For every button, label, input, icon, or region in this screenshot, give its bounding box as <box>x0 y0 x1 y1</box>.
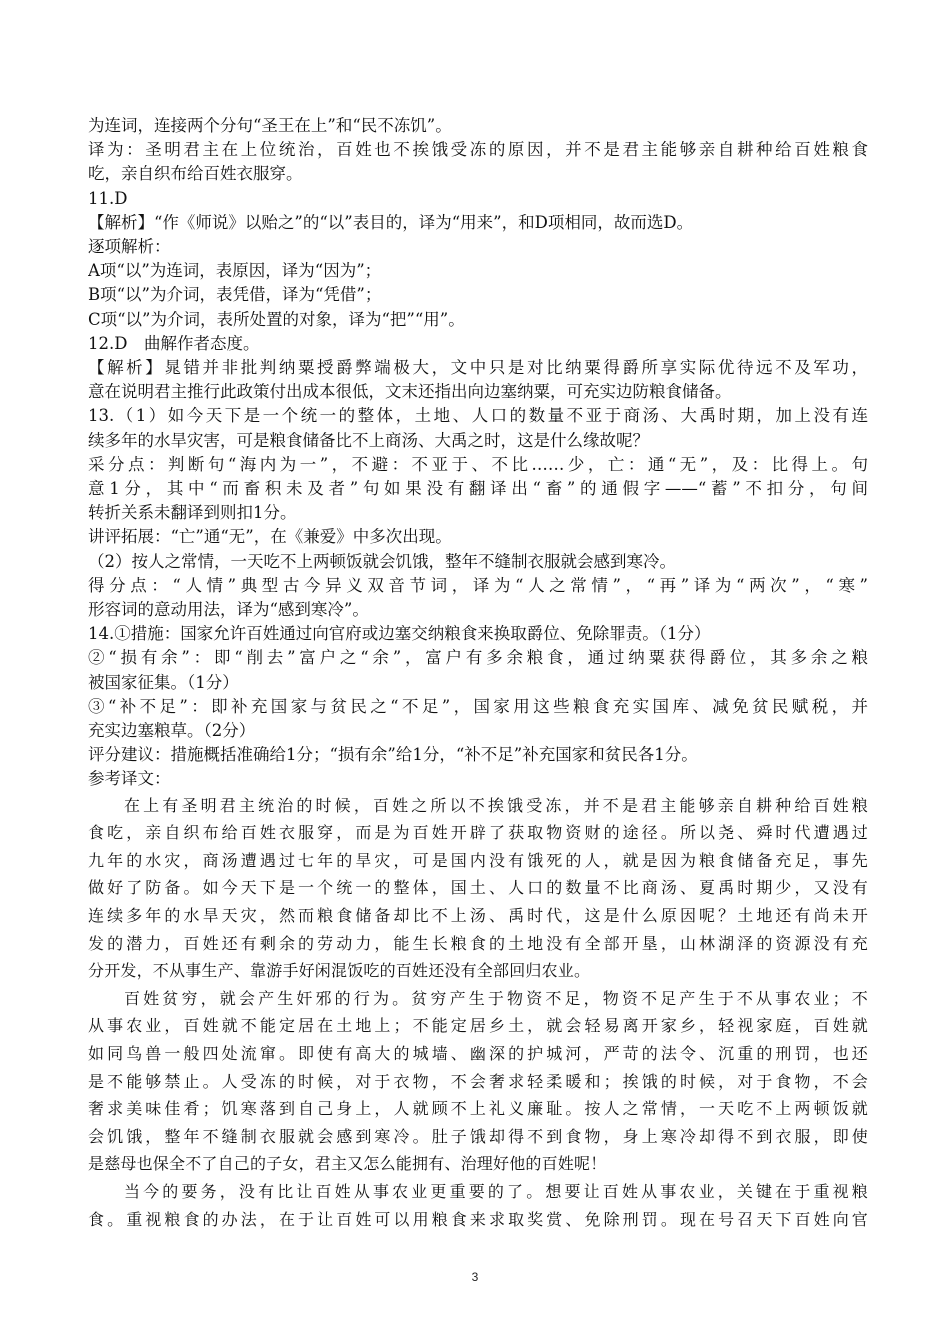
answer-text-line: ③“补不足”：即补充国家与贫民之“不足”，国家用这些粮食充实国库、减免贫民赋税，并 <box>88 696 868 716</box>
answer-text-line: 得分点：“人情”典型古今异义双音节词，译为“人之常情”，“再”译为“两次”，“寒” <box>88 575 868 595</box>
translation-text-line: 奢求美味佳肴；饥寒落到自己身上，人就顾不上礼义廉耻。按人之常情，一天吃不上两顿饭就 <box>88 1099 868 1119</box>
translation-text-line: 百姓贫穷，就会产生奸邪的行为。贫穷产生于物资不足，物资不足产生于不从事农业；不 <box>124 988 868 1008</box>
translation-text-line: 在上有圣明君主统治的时候，百姓之所以不挨饿受冻，并不是君主能够亲自耕种给百姓粮 <box>124 795 868 815</box>
translation-text-line: 做好了防备。如今天下是一个统一的整体，国土、人口的数量不比商汤、夏禹时期少，又没有 <box>88 878 868 898</box>
translation-text-line: 发的潜力，百姓还有剩余的劳动力，能生长粮食的土地没有全部开垦，山林湖泽的资源没有充 <box>88 933 868 953</box>
translation-text-line: 从事农业，百姓就不能定居在土地上；不能定居乡土，就会轻易离开家乡，轻视家庭，百姓就 <box>88 1016 868 1036</box>
translation-text-line: 连续多年的水旱天灾，然而粮食储备却比不上汤、禹时代，这是什么原因呢？土地还有尚未开 <box>88 906 868 926</box>
answer-text-line: ②“损有余”：即“削去”富户之“余”，富户有多余粮食，通过纳粟获得爵位，其多余之粮 <box>88 648 868 668</box>
answer-text-line: 13.（1）如今天下是一个统一的整体，土地、人口的数量不亚于商汤、大禹时期，加上没有连 <box>88 406 868 426</box>
answer-text-line: 吃，亲自织布给百姓衣服穿。 <box>88 164 303 184</box>
page-content <box>88 114 868 1233</box>
answer-text-line: 充实边塞粮草。（2分） <box>88 721 256 741</box>
reference-translation-section <box>88 792 868 1234</box>
answer-text-line: 11.D <box>88 188 128 208</box>
answer-text-line: 采分点：判断句“海内为一”，不避：不亚于、不比……少，亡：通“无”，及：比得上。句 <box>88 454 868 474</box>
translation-text-line: 当今的要务，没有比让百姓从事农业更重要的了。想要让百姓从事农业，关键在于重视粮 <box>124 1182 868 1201</box>
translation-text-line: 分开发，不从事生产、靠游手好闲混饭吃的百姓还没有全部回归农业。 <box>88 961 591 981</box>
translation-text-line: 九年的水灾，商汤遭遇过七年的旱灾，可是国内没有饿死的人，就是因为粮食储备充足，事先 <box>88 850 868 870</box>
answer-text-line: （2）按人之常情，一天吃不上两顿饭就会饥饿，整年不缝制衣服就会感到寒冷。 <box>88 551 676 571</box>
answer-text-line: 讲评拓展：“亡”通“无”，在《兼爱》中多次出现。 <box>88 527 452 547</box>
answer-text-line: 为连词，连接两个分句“圣王在上”和“民不冻饥”。 <box>88 116 452 135</box>
answer-text-line: A项“以”为连词，表原因，译为“因为”； <box>88 261 382 281</box>
answer-text-line: 【解析】晁错并非批判纳粟授爵弊端极大，文中只是对比纳粟得爵所享实际优待远不及军功， <box>88 358 868 378</box>
answer-text-line: 意1分，其中“而畜积未及者”句如果没有翻译出“畜”的通假字——“蓄”不扣分，句间 <box>88 479 868 499</box>
translation-text-line: 会饥饿，整年不缝制衣服就会感到寒冷。肚子饿却得不到食物，身上寒冷却得不到衣服，即使 <box>88 1126 868 1146</box>
answer-text-line: 14.①措施：国家允许百姓通过向官府或边塞交纳粮食来换取爵位、免除罪责。（1分） <box>88 624 711 644</box>
answer-text-line: 评分建议：措施概括准确给1分；“损有余”给1分，“补不足”补充国家和贫民各1分。 <box>88 745 698 765</box>
answer-text-line: 意在说明君主推行此政策付出成本很低，文末还指出向边塞纳粟，可充实边防粮食储备。 <box>88 382 732 402</box>
answer-text-line: 参考译文： <box>88 769 171 789</box>
answer-text-line: 逐项解析： <box>88 237 171 257</box>
answer-section <box>88 114 868 792</box>
translation-text-line: 是不能够禁止。人受冻的时候，对于衣物，不会奢求轻柔暖和；挨饿的时候，对于食物，不会 <box>88 1071 868 1091</box>
answer-text-line: 12.D 曲解作者态度。 <box>88 333 260 353</box>
answer-text-line: 续多年的水旱灾害，可是粮食储备比不上商汤、大禹之时，这是什么缘故呢？ <box>88 430 649 450</box>
translation-text-line: 食吃，亲自织布给百姓衣服穿，而是为百姓开辟了获取物资财的途径。所以尧、舜时代遭遇过 <box>88 823 868 843</box>
answer-text-line: C项“以”为介词，表所处置的对象，译为“把”“用”。 <box>88 309 465 329</box>
translation-text-line: 如同鸟兽一般四处流窜。即使有高大的城墙、幽深的护城河，严苛的法令、沉重的刑罚，也还 <box>88 1044 868 1064</box>
translation-text-line: 是慈母也保全不了自己的子女，君主又怎么能拥有、治理好他的百姓呢！ <box>88 1154 607 1174</box>
answer-text-line: B项“以”为介词，表凭借，译为“凭借”； <box>88 285 382 305</box>
answer-text-line: 转折关系未翻译到则扣1分。 <box>88 503 297 523</box>
page-number: 3 <box>471 1270 479 1284</box>
translation-text-line: 食。重视粮食的办法，在于让百姓可以用粮食来求取奖赏、免除刑罚。现在号召天下百姓向官 <box>88 1209 868 1229</box>
answer-text-line: 译为：圣明君主在上位统治，百姓也不挨饿受冻的原因，并不是君主能够亲自耕种给百姓粮食 <box>88 140 868 160</box>
answer-text-line: 形容词的意动用法，译为“感到寒冷”。 <box>88 600 369 620</box>
answer-text-line: 被国家征集。（1分） <box>88 672 239 692</box>
answer-text-line: 【解析】“作《师说》以贻之”的“以”表目的，译为“用来”，和D项相同，故而选D。 <box>88 212 694 232</box>
